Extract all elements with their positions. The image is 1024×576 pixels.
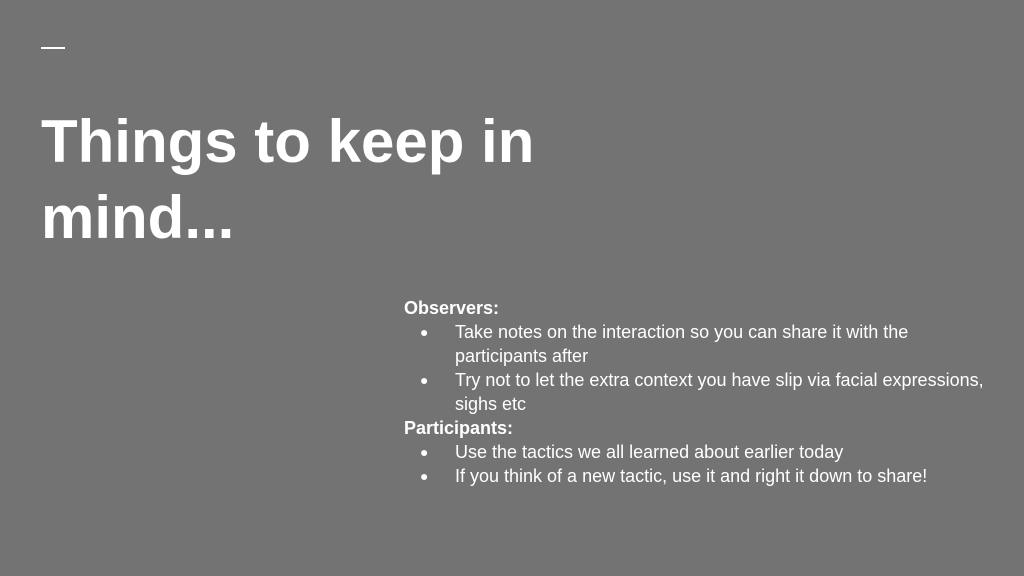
bullet-dot-icon: ●	[420, 372, 429, 388]
bullet-text: Use the tactics we all learned about earlier today	[455, 442, 844, 462]
list-item	[404, 320, 1004, 368]
section-heading-participants: Participants:	[404, 418, 514, 438]
bullet-text: Try not to let the extra context you have slip via facial expressions, sighs etc	[455, 370, 984, 414]
bullet-text: Take notes on the interaction so you can share it with the participants after	[455, 322, 909, 366]
bullet-dot-icon: ●	[420, 444, 429, 460]
list-item	[404, 440, 1004, 464]
bullet-dot-icon: ●	[420, 468, 429, 484]
observers-bullet-list	[404, 320, 1004, 416]
slide-body	[404, 296, 1004, 488]
list-item	[404, 368, 1004, 416]
section-heading-observers: Observers:	[404, 298, 500, 318]
bullet-dot-icon: ●	[420, 324, 429, 340]
bullet-text: If you think of a new tactic, use it and right it down to share!	[455, 466, 928, 486]
participants-bullet-list	[404, 440, 1004, 488]
slide-title: Things to keep in mind...	[41, 108, 535, 251]
title-accent-dash	[41, 47, 65, 49]
list-item	[404, 464, 1004, 488]
